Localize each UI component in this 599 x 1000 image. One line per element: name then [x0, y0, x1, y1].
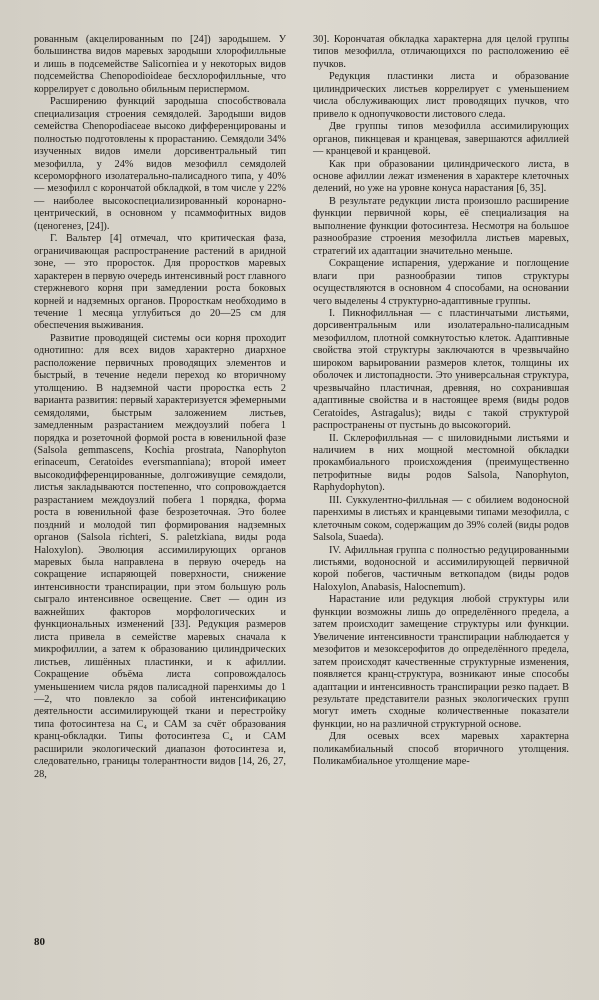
right-text-column: [313, 34, 569, 769]
paragraph: Нарастание или редукция любой структуры или функции возможны лишь до определённого предела, а затем происходит замещение структуры или функции. Увеличение интенсивности транспирации наблюдается у мезофитов и мезоксерофитов до определённого предела, затем происходят качественные структурные изменения, появляется кранц-структура, возникают иные способы адаптации и интенсивность транспирации резко падает. В результате представители разных экологических групп могут иметь сходные количественные показатели функции, но на различной структурной основе.: [313, 594, 569, 730]
page-number: 80: [34, 936, 45, 948]
paragraph: В результате редукции листа произошло расширение функции первичной коры, её специализация на выполнение функции фотосинтеза. Несмотря на большое разнообразие строения мезофилла листьев маревых, стратегий их адаптации значительно меньше.: [313, 195, 569, 257]
paragraph: 30]. Корончатая обкладка характерна для целой группы типов мезофилла, отличающихся по расположению её пучков.: [313, 34, 569, 70]
paragraph: Как при образовании цилиндрического листа, в основе афиллии лежат изменения в характере клеточных делений, но уже на уровне конуса нарастания [6, 35].: [313, 158, 569, 195]
paragraph: Г. Вальтер [4] отмечал, что критическая фаза, ограничивающая распространение растений в аридной зоне, — это проросток. Для проростков маревых характерен в первую очередь интенсивный рост главного стержневого корня при замедлении роста боковых корней и надземных органов. Проросткам необходимо в течение 1 месяца углубиться до 20—25 см для обеспечения выживания.: [34, 233, 286, 332]
paragraph: Для осевых всех маревых характерна поликамбиальный способ вторичного утолщения. Поликамбиальное утолщение маре-: [313, 731, 569, 768]
left-text-column: [34, 34, 286, 781]
paragraph: Расширению функций зародыша способствовала специализация строения семядолей. Зародыши видов семейства Chenopodiaceae высоко дифференцированы и полностью подготовлены к прорастанию. Семядоли 34% изученных видов имели дорсивентральный тип мезофилла, у 24% видов мезофилл семядолей ксероморфного изолатерально-палисадного типа, у 40% — мезофилл с корончатой обкладкой, в том числе у 22% — наиболее высокоспециализированный коронарно-центрический, в основном у псаммофитных видов (ценогенез, [24]).: [34, 96, 286, 232]
paragraph: I. Пикнофилльная — с пластинчатыми листьями, дорсивентральным или изолатерально-палисадным мезофиллом, плотной сомкнутостью клеток. Адаптивные свойства этой структуры заключаются в чрезвычайно широком варьировании размеров клеток, толщины их оболочек и листопадности. Это универсальная структура, чрезвычайно пластичная, древняя, но сохранившая адаптивные свойства и в настоящее время (виды родов Ceratoides, Astragalus); виды с такой структурой распространены от пустынь до высокогорий.: [313, 307, 569, 432]
paragraph: Сокращение испарения, удержание и поглощение влаги при разнообразии типов структуры осуществляются в основном 4 способами, на основании чего выделены 4 структурно-адаптивные группы.: [313, 258, 569, 307]
paragraph: Развитие проводящей системы оси корня проходит однотипно: для всех видов характерно диархное расположение первичных проводящих элементов и быстрый, в течение недели переход ко вторичному утолщению. В надземной части проростка есть 2 варианта развития: первый характеризуется эфемерными семядолями, быстрым заложением листьев, замедленным разрастанием междоузлий побега 1 порядка и розеточной формой роста в ювенильной фазе (Salsola gemmascens, Kochia prostrata, Nanophyton erinaceum, Ceratoides eversmanniana); второй имеет высокодифференцированные, долгоживущие семядоли, листья закладываются постепенно, что сопровождается разрастанием междоузлий побега 1 порядка, форма роста в ювенильной фазе безрозеточная. Это более поздний и молодой тип формирования надземных органов (Salsola richteri, S. paletzkiana, виды рода Haloxylon). Эволюция ассимилирующих органов маревых была направлена в первую очередь на сокращение испаряющей поверхности, снижение интенсивности транспирации, при этом большую роль сыграло интенсивное освещение. Свет — один из важнейших факторов морфологических и функциональных изменений [33]. Редукция размеров листа привела в семействе маревых сначала к микрофиллии, а затем к образованию цилиндрических листьев, лишённых пластинки, и к афиллии. Сокращение объёма листа сопровождалось уменьшением числа рядов палисадной паренхимы до 1—2, что повлекло за собой интенсификацию деятельности ассимилирующей ткани и перестройку типа фотосинтеза на C₄ и САМ за счёт образования кранц-обкладки. Типы фотосинтеза C₄ и САМ расширили экологический диапазон фотосинтеза и, следовательно, границы толерантности видов [14, 26, 27, 28,: [34, 332, 286, 780]
paragraph: II. Склерофилльная — с шиловидными листьями и наличием в них мощной местомной обкладки прокамбиального происхождения (преимущественно петрофитные виды родов Salsola, Nanophyton, Raphydophyton).: [313, 432, 569, 494]
paragraph: Две группы типов мезофилла ассимилирующих органов, пикнцевая и кранцевая, завершаются афиллией — кранцевой и кранцевой.: [313, 121, 569, 158]
paragraph: III. Суккулентно-филльная — с обилием водоносной паренхимы в листьях и кранцевыми типами мезофилла, с клеточным соком, содержащим до 39% солей (виды родов Salsola, Suaeda).: [313, 494, 569, 544]
paragraph: Редукция пластинки листа и образование цилиндрических листьев коррелирует с уменьшением числа обслуживающих лист проводящих пучков, что привело к однопучковости листового следа.: [313, 71, 569, 120]
paragraph: рованным (акцелированным по [24]) зародышем. У большинства видов маревых зародыши хлорофилльные и лишь в подсемействе Salicornieа и у некоторых видов подсемейства Chenopodioideae бесхлорофилльные, что коррелирует с довольно обильным периспермом.: [34, 34, 286, 95]
paragraph: IV. Афилльная группа с полностью редуцированными листьями, водоносной и ассимилирующей первичной корой побегов, частичным веткопадом (виды родов Haloxylon, Anabasis, Halocnemum).: [313, 544, 569, 593]
